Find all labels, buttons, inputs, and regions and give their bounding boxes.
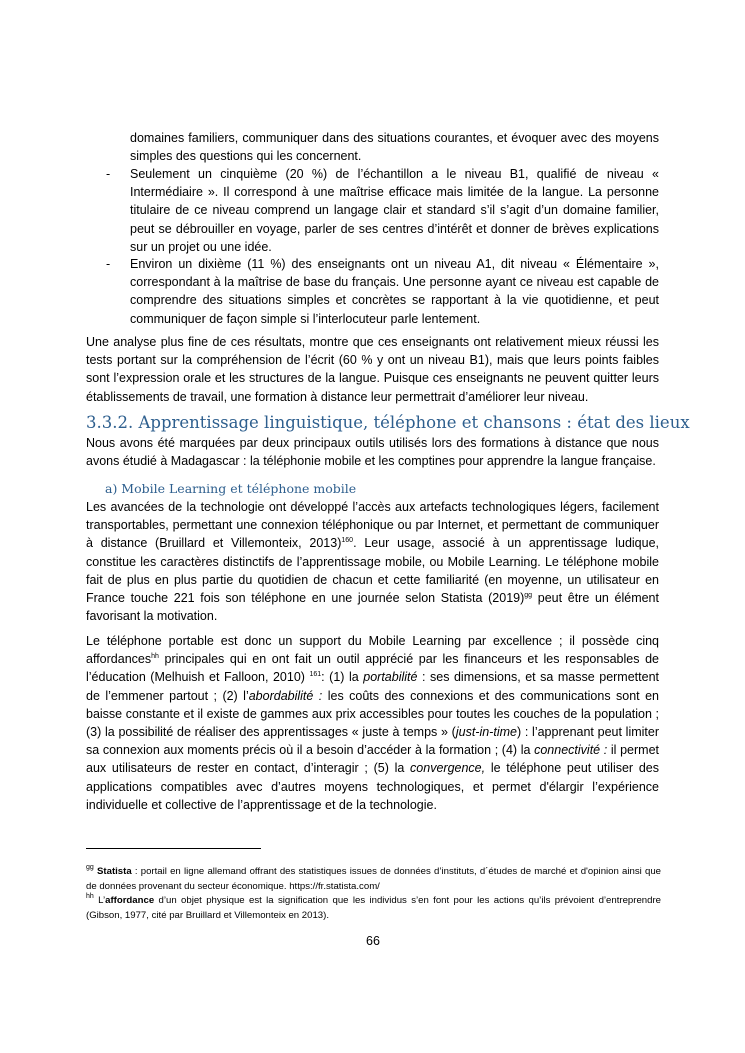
italic-term: connectivité : [534, 743, 608, 758]
endnote-ref: 160 [341, 537, 354, 545]
list-item [106, 255, 659, 328]
endnote-ref: 161 [309, 671, 322, 679]
page-number: 66 [366, 934, 380, 948]
section-heading: 3.3.2. Apprentissage linguistique, téléphone et chansons : état des lieux [86, 413, 690, 432]
paragraph-text: : ses dimensions, et sa masse permettent de l’emmener partout ; (2) l’ [86, 670, 659, 703]
list-item [106, 165, 659, 256]
footnote-text: d’un objet physique est la signification que les individus s’en font pour les actions qu’ils prévoient d’entreprendre (Gibson, 1977, cité par Bruillard et Villemonteix en 2013). [86, 895, 661, 921]
list-item-text: Environ un dixième (11 %) des enseignants ont un niveau A1, dit niveau « Élémentaire », correspondant à la maîtrise de base du français. Une personne ayant ce niveau est capable de comprendre des situations simples et concrètes se rapportant à la vie quotidienne, et peut communiquer de façon simple si l’interlocuteur parle lentement. [130, 257, 659, 326]
list-dash: - [106, 167, 111, 181]
list-item-text: Seulement un cinquième (20 %) de l’échantillon a le niveau B1, qualifié de niveau « Intermédiaire ». Il correspond à une maîtrise efficace mais limitée de la langue. La personne titulaire de ce niveau comprend un langage clair et standard s’il s’agit d’un domaine familier, peut se débrouiller en voyage, parler de ses centres d’intérêt et donner de brèves explications sur un projet ou une idée. [130, 167, 659, 254]
paragraph-text: le téléphone peut utiliser des applications compatibles avec d’autres moyens technologiques, et permet d'élargir l’expérience individuelle et collective de l’apprentissage et de la technologie. [86, 761, 659, 812]
paragraph-text: Le téléphone portable est donc un support du Mobile Learning par excellence ; il possède cinq affordances [86, 634, 659, 667]
section-intro-paragraph: Nous avons été marquées par deux principaux outils utilisés lors des formations à distance que nous avons étudié à Madagascar : la téléphonie mobile et les comptines pour apprendre la langue française. [86, 436, 659, 469]
footnote [86, 864, 661, 894]
footnote-term: affordance [105, 895, 155, 906]
affordance-paragraph [86, 632, 659, 814]
list-continuation: domaines familiers, communiquer dans des situations courantes, et évoquer avec des moyens simples des questions qui les concernent. [130, 131, 659, 164]
italic-term: convergence, [410, 761, 486, 776]
footnote-term: Statista [97, 866, 132, 877]
italic-term: portabilité [363, 670, 418, 685]
paragraph-text: principales qui en ont fait un outil apprécié par les financeurs et les responsables de l’éducation (Melhuish et Falloon, 2010) [86, 652, 659, 685]
analysis-paragraph: Une analyse plus fine de ces résultats, montre que ces enseignants ont relativement mieux réussi les tests portant sur la compréhension de l’écrit (60 % y ont un niveau B1), mais que leurs points faibles sont l’expression orale et les structures de la langue. Puisque ces enseignants ne peuvent quitter leurs établissements de travail, une formation à distance leur permettrait d’améliorer leur niveau. [86, 335, 659, 404]
footnote-text: : portail en ligne allemand offrant des statistiques issues de données d’instituts, d´études de marché et d'opinion ainsi que de données provenant du secteur économique. https://fr.statista.com/ [86, 866, 661, 892]
paragraph-text: Les avancées de la technologie ont développé l’accès aux artefacts technologiques légers, facilement transportables, permettant une connexion téléphonique ou par Internet, et permettant de communiquer à distance (Bruillard et Villemonteix, 2013) [86, 500, 659, 551]
mobile-learning-paragraph [86, 498, 659, 625]
footnote-text: L’ [93, 895, 106, 906]
subsection-heading: a) Mobile Learning et téléphone mobile [105, 481, 357, 496]
footnote-ref: hh [151, 653, 159, 661]
footnote [86, 893, 661, 923]
paragraph-text: les coûts des connexions et des communications sont en baisse constante et il existe de gammes aux prix accessibles pour toutes les couches de la population ; (3) la possibilité de réaliser des apprentissages « juste à temps » ( [86, 688, 659, 740]
paragraph-text: ) : l’apprenant peut limiter sa connexion aux moments précis où il a besoin d’accéder à la formation ; (4) la [86, 725, 660, 758]
italic-term: abordabilité : [248, 688, 323, 703]
italic-term: just-in-time [455, 725, 517, 740]
footnote-divider [86, 848, 261, 849]
paragraph-text: il permet aux utilisateurs de rester en contact, d’interagir ; (5) la [86, 743, 659, 776]
footnote-mark: gg [86, 864, 94, 871]
paragraph-text: peut être un élément favorisant la motivation. [86, 591, 659, 624]
footnote-ref: gg [524, 592, 533, 600]
paragraph-text: . Leur usage, associé à un apprentissage ludique, constitue les caractères distinctifs de l’apprentissage mobile, ou Mobile Learning. Le téléphone mobile fait de plus en plus partie du quotidien de chacun et cette familiarité (en moyenne, un utilisateur en France touche 221 fois son téléphone en une journée selon Statista (2019) [86, 536, 660, 606]
list-dash: - [106, 257, 111, 271]
paragraph-text: : (1) la [321, 670, 364, 685]
footnote-mark: hh [86, 893, 94, 900]
